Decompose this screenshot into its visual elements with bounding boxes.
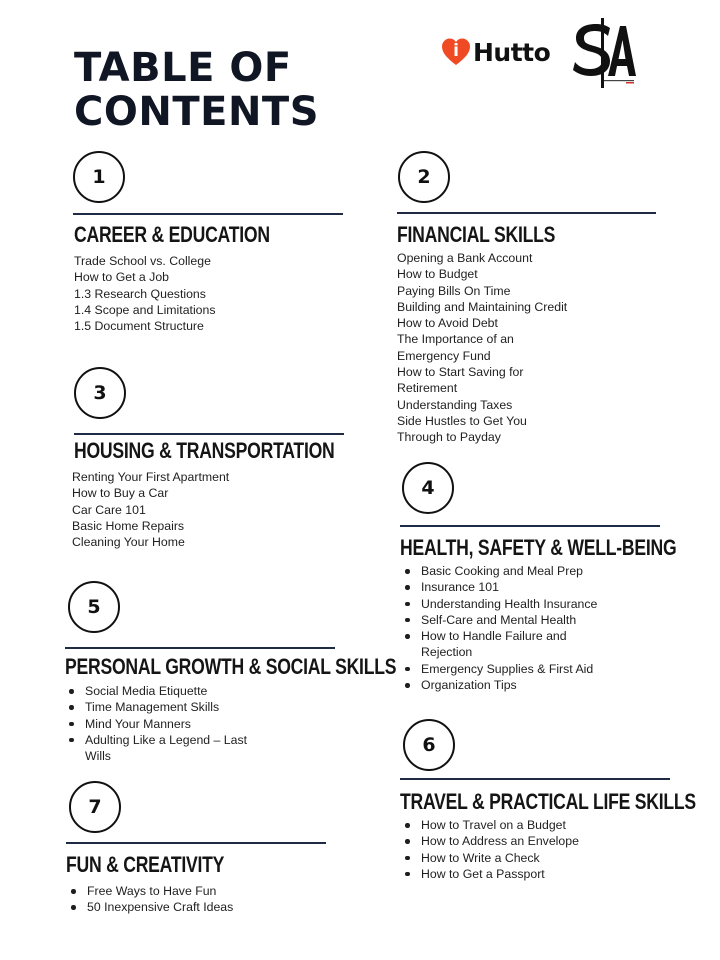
section-2-list [397, 250, 697, 446]
list-item: How to Write a Check [397, 850, 657, 866]
ihutto-wordmark: Hutto [473, 37, 551, 67]
section-2-number: 2 [398, 151, 450, 203]
section-2-divider [397, 212, 656, 214]
list-item: Insurance 101 [397, 579, 597, 595]
section-5-title: PERSONAL GROWTH & SOCIAL SKILLS [65, 654, 397, 679]
section-7-number: 7 [69, 781, 121, 833]
list-item: How to Budget [397, 267, 478, 282]
section-5-number: 5 [68, 581, 120, 633]
list-item: Social Media Etiquette [61, 683, 261, 699]
list-item: Emergency Supplies & First Aid [397, 661, 597, 677]
list-item: Mind Your Manners [61, 716, 261, 732]
list-item: How to Start Saving for [397, 365, 524, 380]
section-7-list [63, 883, 243, 916]
section-4-divider [400, 525, 660, 527]
list-item: Car Care 101 [72, 502, 146, 517]
section-6-list [397, 817, 657, 882]
list-item: Self-Care and Mental Health [397, 612, 597, 628]
section-2-title: FINANCIAL SKILLS [397, 222, 556, 247]
sa-monogram-icon [570, 16, 638, 90]
section-3-number: 3 [74, 367, 126, 419]
section-4-title: HEALTH, SAFETY & WELL-BEING [400, 535, 677, 560]
list-item: 50 Inexpensive Craft Ideas [63, 899, 243, 915]
heart-letter: i [453, 41, 459, 61]
section-7-title: FUN & CREATIVITY [66, 852, 225, 877]
ihutto-logo [441, 32, 550, 72]
page-title: TABLE OF CONTENTS [74, 45, 320, 135]
list-item: 1.5 Document Structure [74, 319, 204, 334]
list-item: How to Handle Failure and Rejection [397, 628, 597, 661]
section-6-title: TRAVEL & PRACTICAL LIFE SKILLS [400, 789, 696, 814]
section-3-list [72, 469, 352, 550]
list-item: Side Hustles to Get You [397, 413, 527, 428]
list-item: 1.3 Research Questions [74, 286, 206, 301]
list-item: Time Management Skills [61, 699, 261, 715]
section-5-divider [65, 647, 335, 649]
list-item: Basic Home Repairs [72, 518, 185, 533]
list-item: How to Buy a Car [72, 486, 169, 501]
section-6-number: 6 [403, 719, 455, 771]
list-item: Emergency Fund [397, 348, 491, 363]
section-1-number: 1 [73, 151, 125, 203]
list-item: Basic Cooking and Meal Prep [397, 563, 597, 579]
list-item: How to Get a Passport [397, 866, 657, 882]
section-4-number: 4 [402, 462, 454, 514]
list-item: How to Get a Job [74, 270, 170, 285]
section-1-list [74, 253, 344, 334]
heart-icon [441, 37, 471, 67]
list-item: Organization Tips [397, 677, 597, 693]
list-item: Adulting Like a Legend – Last Wills [61, 732, 261, 765]
section-3-divider [74, 433, 344, 435]
list-item: How to Avoid Debt [397, 316, 498, 331]
list-item: Paying Bills On Time [397, 283, 511, 298]
list-item: Opening a Bank Account [397, 251, 533, 265]
list-item: Free Ways to Have Fun [63, 883, 243, 899]
section-1-title: CAREER & EDUCATION [74, 222, 270, 247]
section-3-title: HOUSING & TRANSPORTATION [74, 438, 335, 463]
list-item: Renting Your First Apartment [72, 470, 230, 484]
sa-logo [570, 16, 638, 90]
section-7-divider [66, 842, 326, 844]
list-item: Cleaning Your Home [72, 535, 185, 550]
list-item: Trade School vs. College [74, 254, 211, 268]
section-1-divider [73, 213, 343, 215]
section-4-list [397, 563, 597, 693]
list-item: Understanding Health Insurance [397, 596, 597, 612]
list-item: 1.4 Scope and Limitations [74, 302, 216, 317]
section-5-list [61, 683, 261, 764]
list-item: Through to Payday [397, 430, 501, 445]
list-item: How to Address an Envelope [397, 833, 657, 849]
list-item: How to Travel on a Budget [397, 817, 657, 833]
section-6-divider [400, 778, 670, 780]
list-item: Understanding Taxes [397, 397, 513, 412]
list-item: Building and Maintaining Credit [397, 299, 568, 314]
list-item: Retirement [397, 381, 458, 396]
list-item: The Importance of an [397, 332, 514, 347]
